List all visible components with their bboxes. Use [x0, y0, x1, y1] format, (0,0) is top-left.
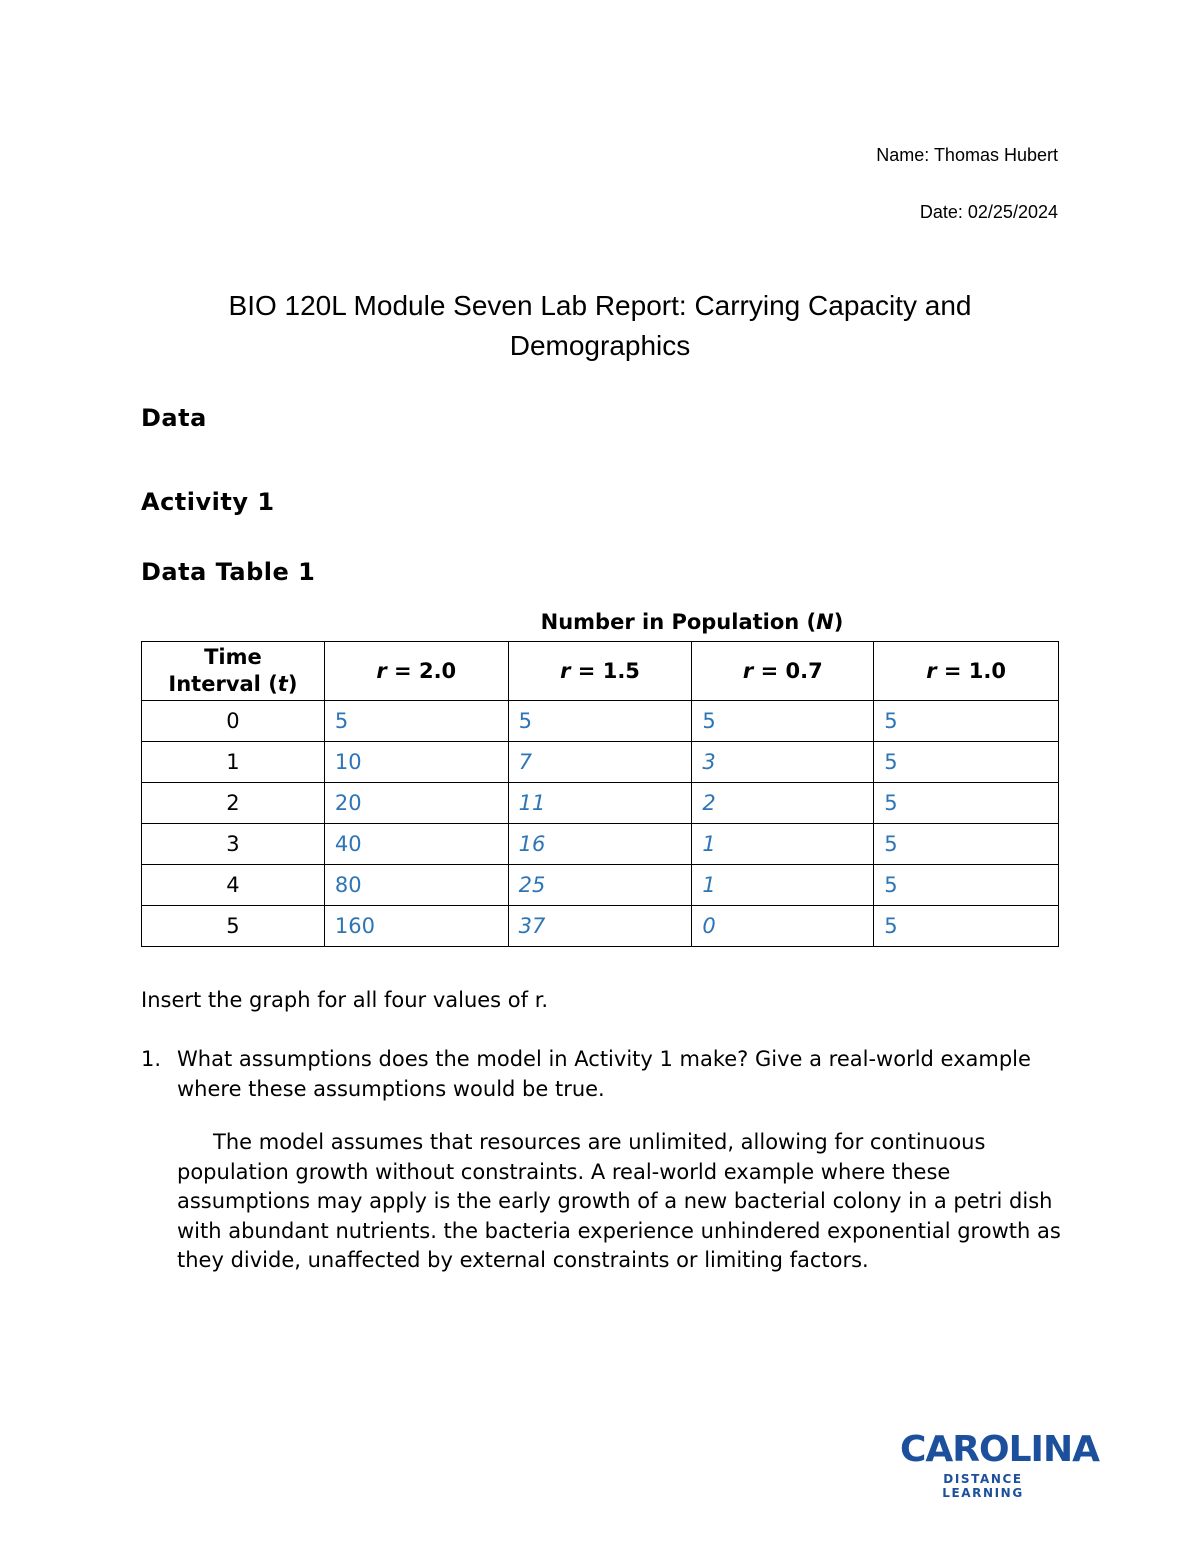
population-value-cell: 1 [692, 824, 874, 865]
student-name: Name: Thomas Hubert [876, 145, 1058, 165]
time-header-line-2: Interval (t) [168, 672, 298, 696]
population-value-cell: 40 [324, 824, 508, 865]
question-1 [141, 1045, 1041, 1104]
table-row [142, 824, 1059, 865]
population-value-cell: 5 [874, 783, 1059, 824]
population-value-cell: 80 [324, 865, 508, 906]
data-table-1 [141, 641, 1059, 947]
population-value-cell: 2 [692, 783, 874, 824]
population-value-cell: 5 [874, 865, 1059, 906]
table-row [142, 865, 1059, 906]
population-value-cell: 16 [508, 824, 692, 865]
time-header-line-1: Time [204, 645, 262, 669]
population-value-cell: 0 [692, 906, 874, 947]
population-value-cell: 160 [324, 906, 508, 947]
population-value-cell: 5 [874, 906, 1059, 947]
population-value-cell: 3 [692, 742, 874, 783]
document-title [200, 286, 1000, 366]
document-title-line-2: Demographics [509, 330, 691, 361]
logo-subtitle: DISTANCE LEARNING [942, 1472, 1024, 1500]
question-text: What assumptions does the model in Activity 1 make? Give a real-world example where these assumptions would be true. [177, 1047, 1031, 1101]
time-interval-cell: 3 [142, 824, 325, 865]
time-interval-header [142, 642, 325, 701]
r-header: r = 2.0 [324, 642, 508, 701]
population-value-cell: 5 [874, 701, 1059, 742]
population-value-cell: 5 [508, 701, 692, 742]
carolina-logo [900, 1429, 1099, 1500]
r-header: r = 1.0 [874, 642, 1059, 701]
table-caption [325, 610, 1059, 634]
population-value-cell: 7 [508, 742, 692, 783]
section-heading-data-table-1: Data Table 1 [141, 558, 316, 586]
table-header-row [142, 642, 1059, 701]
section-heading-data: Data [141, 404, 207, 432]
population-value-cell: 37 [508, 906, 692, 947]
table-row [142, 701, 1059, 742]
insert-graph-instruction: Insert the graph for all four values of r. [141, 988, 549, 1012]
r-header: r = 0.7 [692, 642, 874, 701]
table-row [142, 783, 1059, 824]
population-value-cell: 25 [508, 865, 692, 906]
table-row [142, 742, 1059, 783]
section-heading-activity-1: Activity 1 [141, 488, 275, 516]
population-value-cell: 1 [692, 865, 874, 906]
population-value-cell: 20 [324, 783, 508, 824]
population-value-cell: 5 [874, 824, 1059, 865]
caption-text: Number in Population (N) [540, 610, 844, 634]
time-interval-cell: 2 [142, 783, 325, 824]
logo-wordmark: CAROLINA [900, 1429, 1099, 1470]
time-interval-cell: 0 [142, 701, 325, 742]
population-value-cell: 5 [692, 701, 874, 742]
r-header: r = 1.5 [508, 642, 692, 701]
population-value-cell: 5 [324, 701, 508, 742]
population-value-cell: 10 [324, 742, 508, 783]
time-interval-cell: 1 [142, 742, 325, 783]
time-interval-cell: 4 [142, 865, 325, 906]
population-value-cell: 11 [508, 783, 692, 824]
document-title-line-1: BIO 120L Module Seven Lab Report: Carrying Capacity and [228, 290, 972, 321]
time-interval-cell: 5 [142, 906, 325, 947]
table-row [142, 906, 1059, 947]
question-number: 1. [141, 1047, 162, 1071]
population-value-cell: 5 [874, 742, 1059, 783]
answer-1: The model assumes that resources are unlimited, allowing for continuous population growth without constraints. A real-world example where these assumptions may apply is the early growth of a new bacterial colony in a petri dish with abundant nutrients. the bacteria experience unhindered exponential growth as they divide, unaffected by external constraints or limiting factors. [177, 1130, 1061, 1272]
report-date: Date: 02/25/2024 [919, 202, 1058, 222]
